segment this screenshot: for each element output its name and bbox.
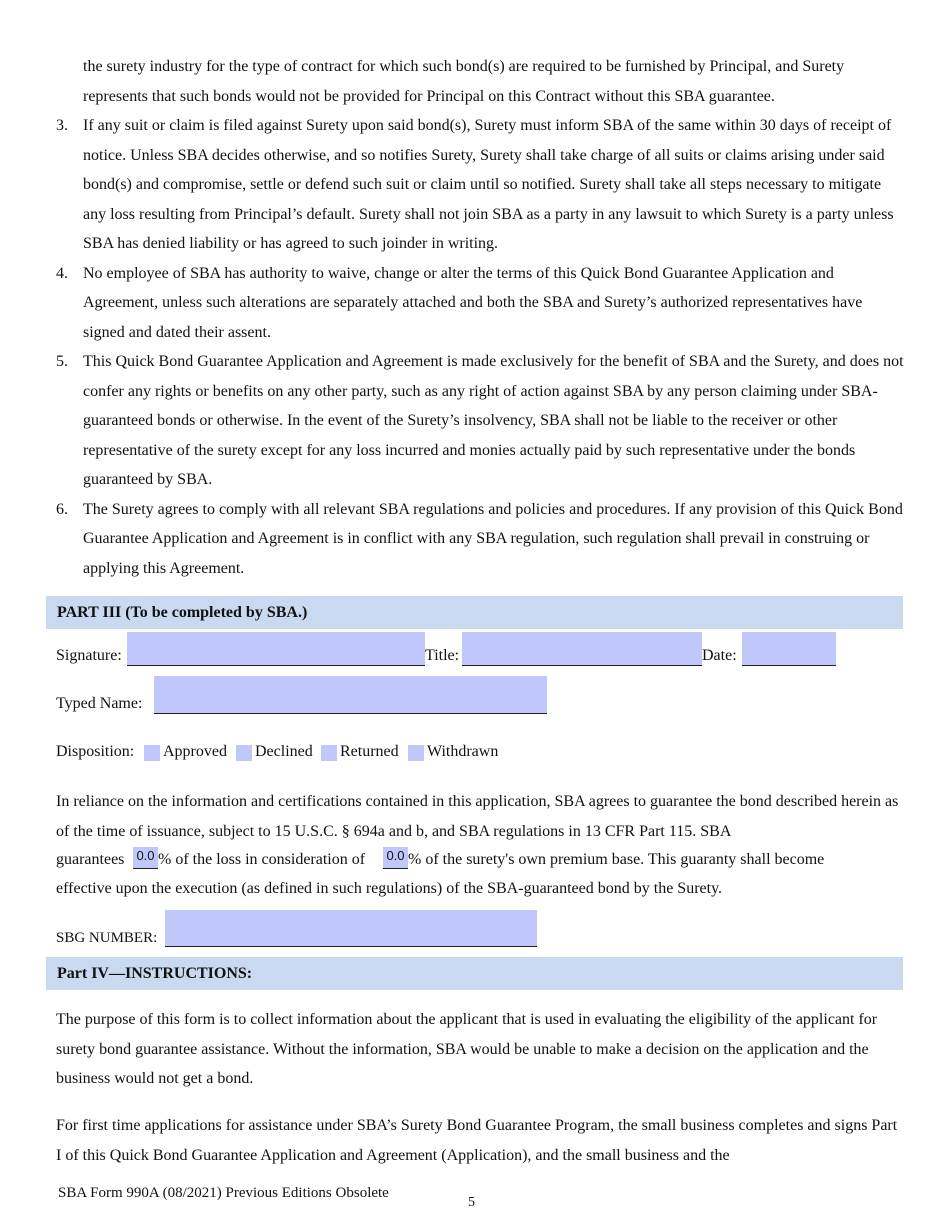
list-item [56, 347, 906, 495]
instructions-paragraph-1: The purpose of this form is to collect information about the applicant that is used in evaluating the eligibility of the applicant for surety bond guarantee assistance. Without the information, SBA would be unable to make a decision on the application and the business would not get a bond. [56, 1011, 878, 1087]
list-item [56, 259, 906, 348]
date-label: Date: [702, 647, 737, 664]
date-field[interactable] [742, 632, 836, 666]
part3-heading: PART III (To be completed by SBA.) [46, 596, 903, 629]
returned-option-label: Returned [340, 743, 399, 760]
list-item-text: If any suit or claim is filed against Surety upon said bond(s), Surety must inform SBA of the same within 30 days of receipt of notice. Unless SBA decides otherwise, and so notifies Surety, Surety shall take charge of all suits or claims arising under said bond(s) and compromise, settle or defend such suit or claim until so notified. Surety shall take all steps necessary to mitigate any loss resulting from Principal’s default. Surety shall not join SBA as a party in any lawsuit to which Surety is a party unless SBA has denied liability or has agreed to such joinder in writing. [83, 117, 894, 252]
list-item-number: 5. [56, 353, 68, 370]
title-label: Title: [425, 647, 460, 664]
list-item [56, 111, 906, 259]
list-item-number: 3. [56, 117, 68, 134]
withdrawn-option-label: Withdrawn [427, 743, 499, 760]
list-item-text: The Surety agrees to comply with all relevant SBA regulations and policies and procedures. If any provision of this Quick Bond Guarantee Application and Agreement is in conflict with any SBA regulation, such regulation shall prevail in construing or applying this Agreement. [83, 500, 903, 577]
form-footer: SBA Form 990A (08/2021) Previous Editions Obsolete [58, 1185, 389, 1201]
approved-checkbox[interactable] [144, 745, 160, 761]
sba-loss-percent-field[interactable]: 0.0 [133, 847, 158, 869]
effective-text: effective upon the execution (as defined in such regulations) of the SBA-guaranteed bond by the Surety. [56, 880, 723, 897]
declined-checkbox[interactable] [236, 745, 252, 761]
premium-base-text: % of the surety's own premium base. This guaranty shall become [408, 851, 825, 868]
typed-name-field[interactable] [154, 676, 547, 714]
disposition-label: Disposition: [56, 743, 135, 760]
typed-name-label: Typed Name: [56, 695, 143, 712]
list-item-text: No employee of SBA has authority to waive, change or alter the terms of this Quick Bond Guarantee Application and Agreement, unless such alterations are separately attached and both the SBA and Surety’s authorized representatives have signed and dated their assent. [83, 264, 863, 341]
declined-option-label: Declined [255, 743, 313, 760]
list-item-number: 4. [56, 264, 68, 282]
returned-checkbox[interactable] [321, 745, 337, 761]
title-field[interactable] [462, 632, 702, 666]
numbered-list [56, 111, 906, 583]
guarantees-word: guarantees [56, 851, 125, 868]
loss-consideration-text: % of the loss in consideration of [158, 851, 366, 868]
list-item-text: This Quick Bond Guarantee Application and Agreement is made exclusively for the benefit of SBA and the Surety, and does not confer any rights or benefits on any other party, such as any right of action against SBA by any person claiming under SBA-guaranteed bonds or otherwise. In the event of the Surety’s insolvency, SBA shall not be liable to the receiver or other representative of the surety except for any loss incurred and monies actually paid by such representative under the bonds guaranteed by SBA. [83, 353, 904, 488]
reliance-paragraph: In reliance on the information and certifications contained in this application, SBA agrees to guarantee the bond described herein as of the time of issuance, subject to 15 U.S.C. § 694a and b, and SBA regulations in 13 CFR Part 115. SBA [56, 793, 899, 840]
withdrawn-checkbox[interactable] [408, 745, 424, 761]
signature-field[interactable] [127, 632, 425, 666]
part4-heading: Part IV—INSTRUCTIONS: [46, 957, 903, 990]
signature-label: Signature: [56, 647, 122, 664]
premium-percent-field[interactable]: 0.0 [383, 847, 408, 869]
list-item-number: 6. [56, 500, 68, 518]
instructions-paragraph-2: For first time applications for assistance under SBA’s Surety Bond Guarantee Program, the small business completes and signs Part I of this Quick Bond Guarantee Application and Agreement (Application), and the small business and the [56, 1117, 898, 1164]
sbg-number-label: SBG NUMBER: [56, 930, 158, 946]
list-item [56, 495, 906, 584]
page-number: 5 [468, 1195, 475, 1210]
approved-option-label: Approved [163, 743, 227, 760]
continuation-paragraph: the surety industry for the type of contract for which such bond(s) are required to be furnished by Principal, and Surety represents that such bonds would not be provided for Principal on this Contract without this SBA guarantee. [83, 58, 845, 105]
sbg-number-field[interactable] [165, 910, 537, 947]
